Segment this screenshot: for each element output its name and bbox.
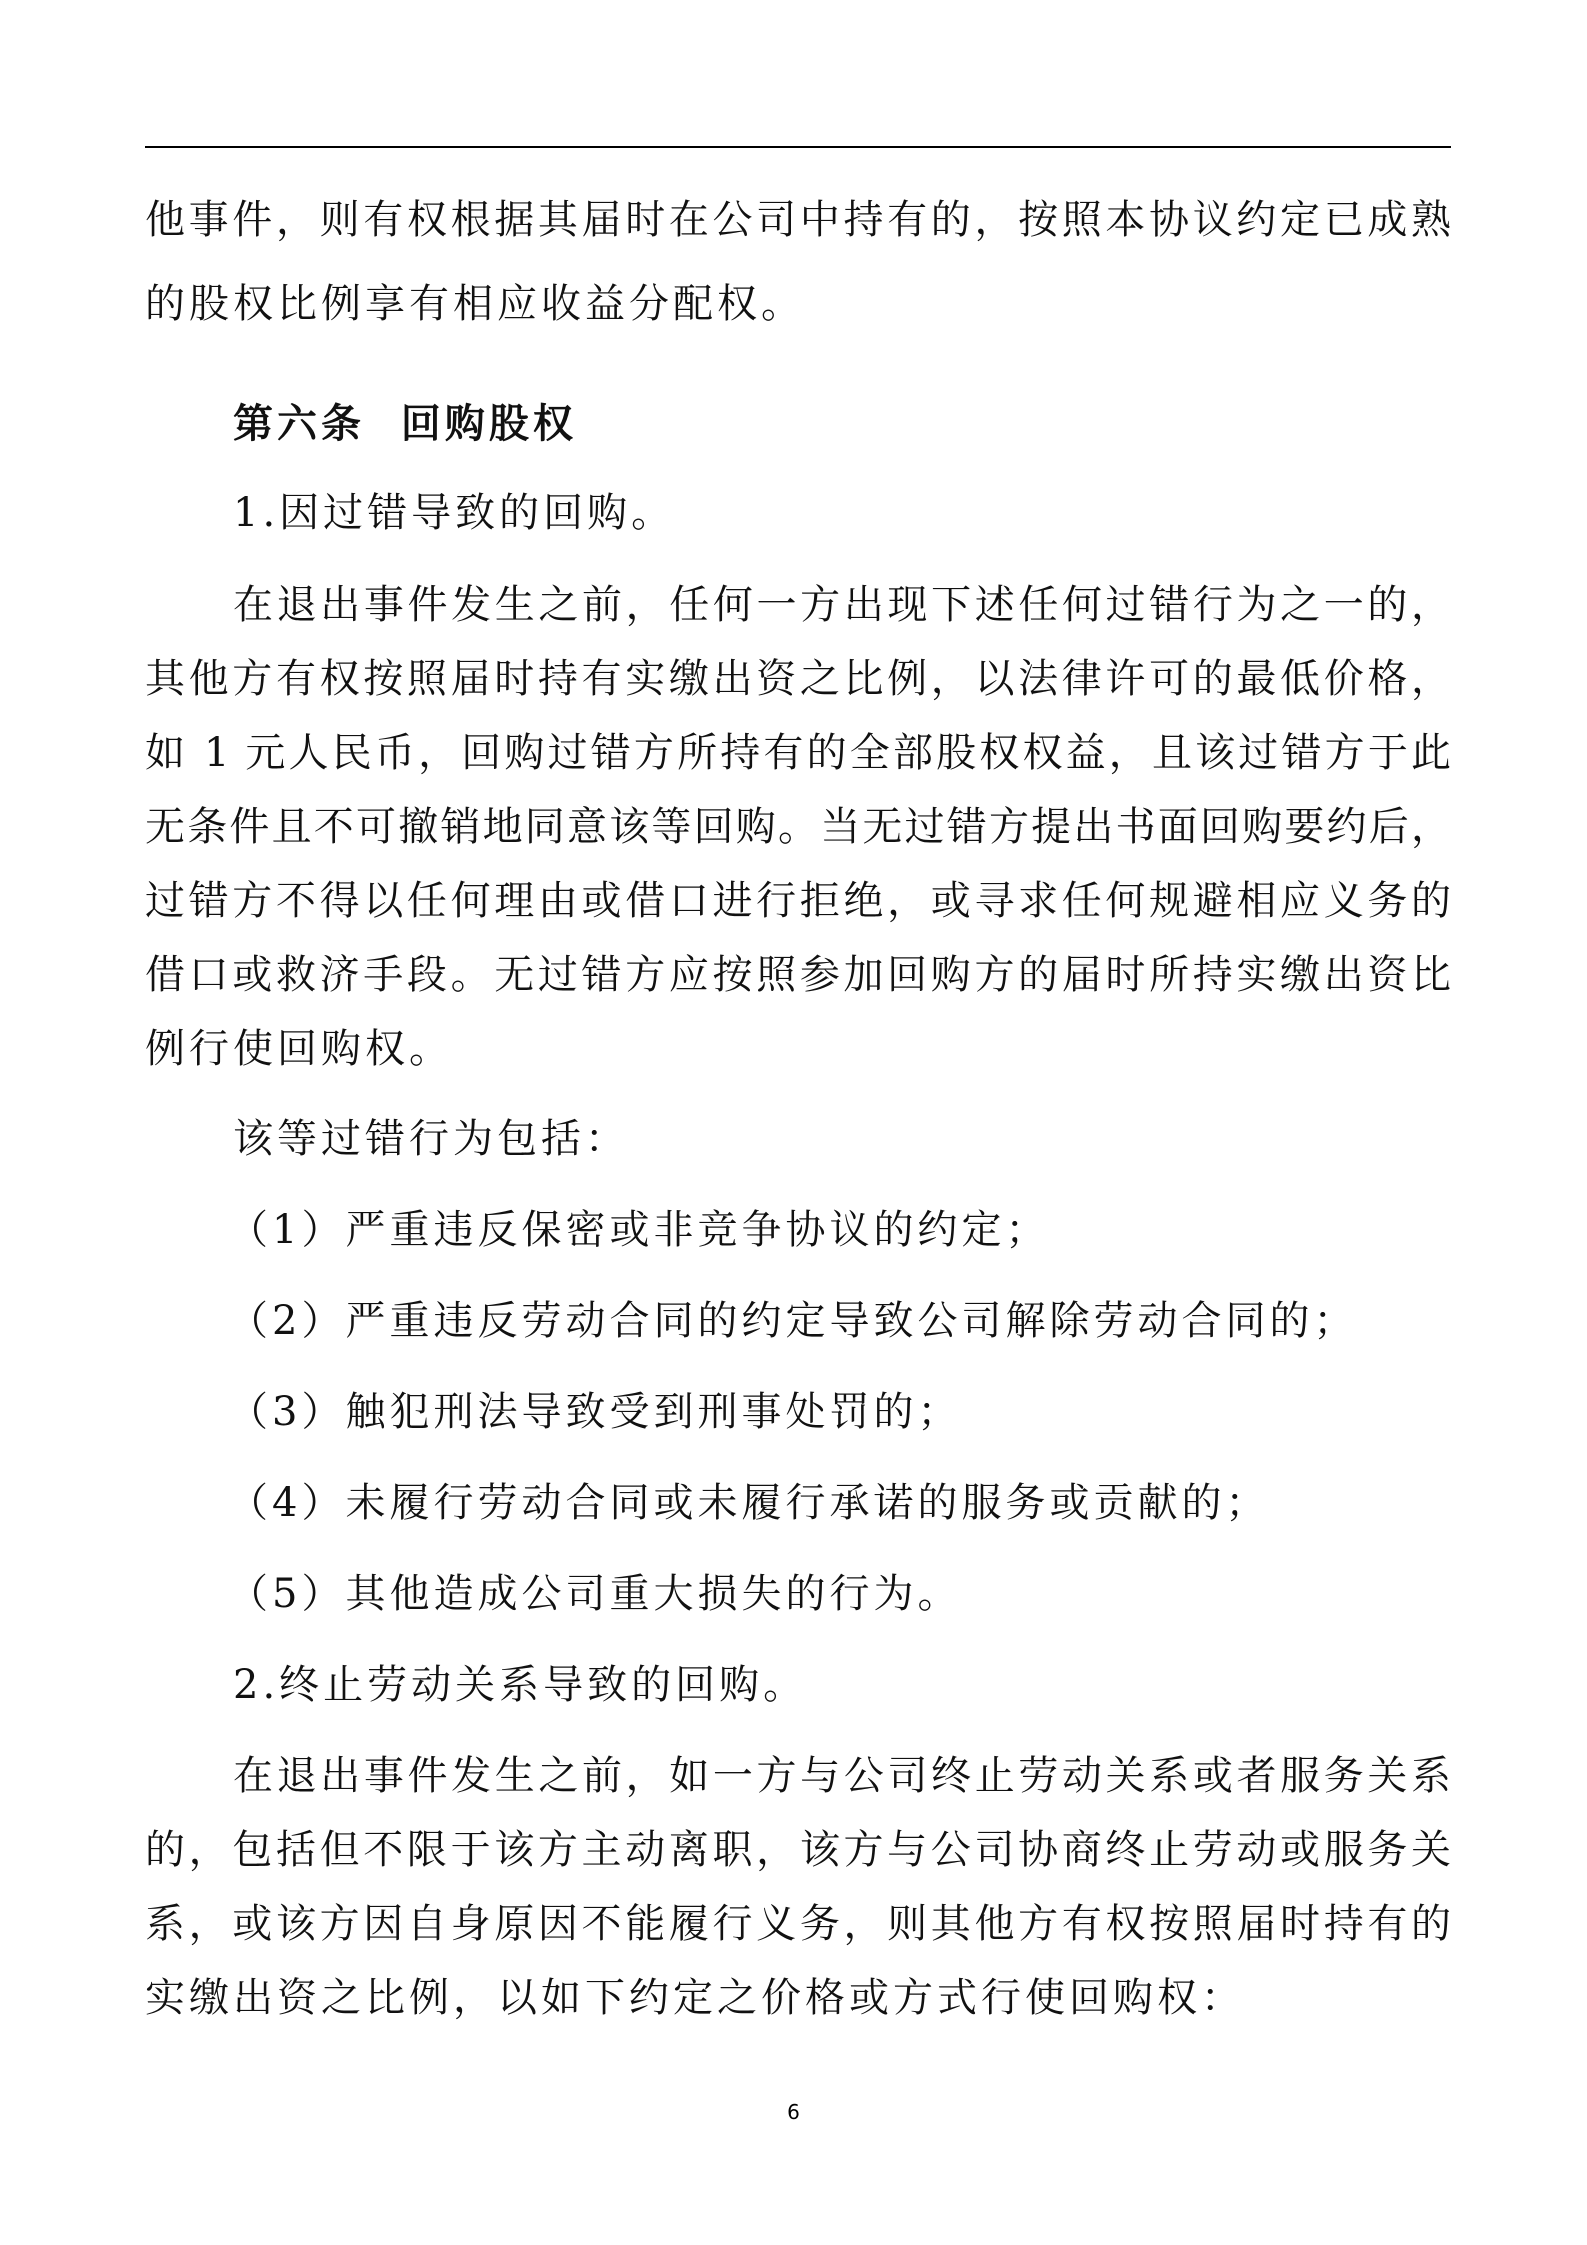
paragraph-line: 实缴出资之比例，以如下约定之价格或方式行使回购权： xyxy=(145,1975,1245,2021)
section-title: 1.因过错导致的回购。 xyxy=(233,490,676,536)
paragraph-line: 无条件且不可撤销地同意该等回购。当无过错方提出书面回购要约后， xyxy=(145,804,1451,850)
paragraph-line: 过错方不得以任何理由或借口进行拒绝，或寻求任何规避相应义务的 xyxy=(145,878,1451,924)
paragraph-line: 他事件，则有权根据其届时在公司中持有的，按照本协议约定已成熟 xyxy=(145,197,1451,243)
list-item: （2）严重违反劳动合同的约定导致公司解除劳动合同的； xyxy=(228,1298,1358,1344)
header-rule xyxy=(145,146,1451,148)
paragraph-line: 其他方有权按照届时持有实缴出资之比例，以法律许可的最低价格， xyxy=(145,656,1451,702)
paragraph-line: 在退出事件发生之前，任何一方出现下述任何过错行为之一的， xyxy=(233,582,1451,628)
list-item: （3）触犯刑法导致受到刑事处罚的； xyxy=(228,1389,962,1435)
list-item: （1）严重违反保密或非竞争协议的约定； xyxy=(228,1207,1050,1253)
list-intro: 该等过错行为包括： xyxy=(233,1116,629,1162)
section-title: 2.终止劳动关系导致的回购。 xyxy=(233,1662,808,1708)
list-item: （5）其他造成公司重大损失的行为。 xyxy=(228,1571,962,1617)
paragraph-line: 在退出事件发生之前，如一方与公司终止劳动关系或者服务关系 xyxy=(233,1753,1451,1799)
article-heading: 第六条 回购股权 xyxy=(233,400,577,447)
paragraph-line: 例行使回购权。 xyxy=(145,1026,453,1072)
page-number: 6 xyxy=(787,2100,800,2124)
paragraph-line: 系，或该方因自身原因不能履行义务，则其他方有权按照届时持有的 xyxy=(145,1901,1451,1947)
list-item: （4）未履行劳动合同或未履行承诺的服务或贡献的； xyxy=(228,1480,1270,1526)
paragraph-line: 的股权比例享有相应收益分配权。 xyxy=(145,281,805,327)
paragraph-line: 如 1 元人民币，回购过错方所持有的全部股权权益，且该过错方于此 xyxy=(145,730,1451,776)
paragraph-line: 的，包括但不限于该方主动离职，该方与公司协商终止劳动或服务关 xyxy=(145,1827,1451,1873)
paragraph-line: 借口或救济手段。无过错方应按照参加回购方的届时所持实缴出资比 xyxy=(145,952,1451,998)
